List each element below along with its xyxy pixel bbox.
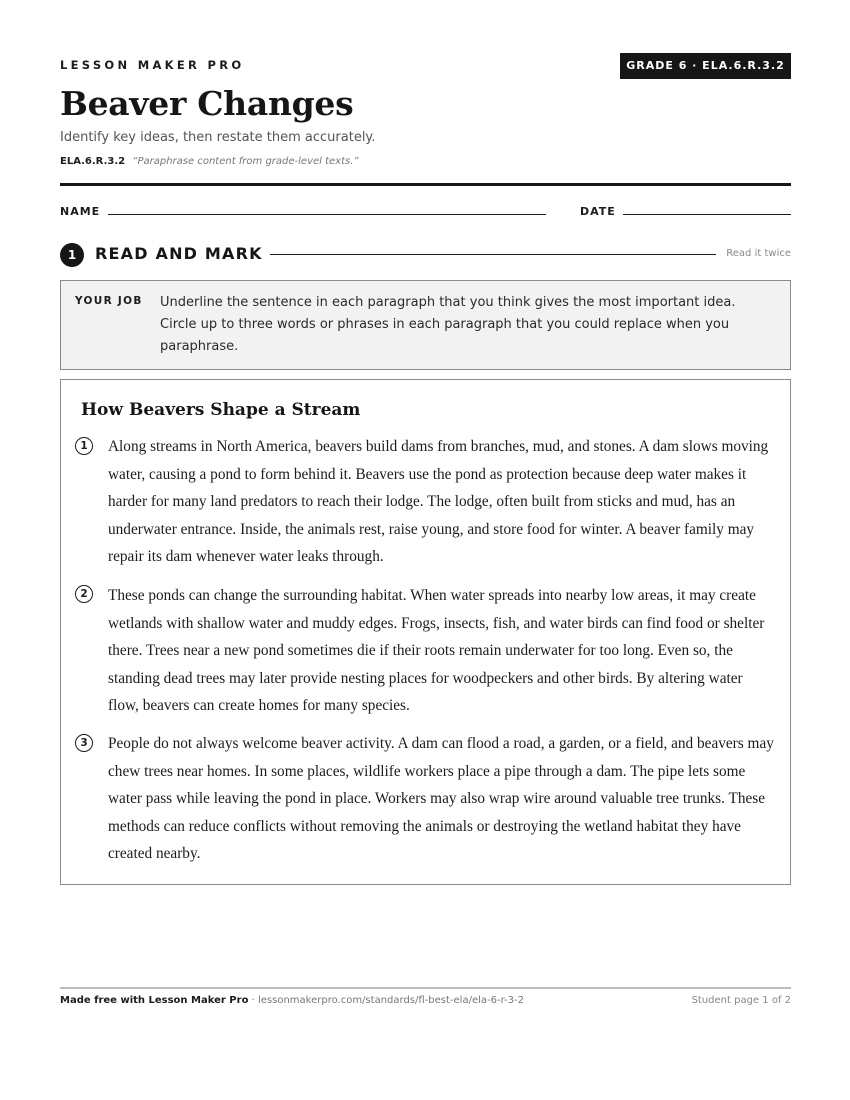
brand-name: LESSON MAKER PRO xyxy=(60,58,245,72)
instructions-label: YOUR JOB xyxy=(75,295,143,307)
footer-url[interactable]: · lessonmakerpro.com/standards/fl-best-ela/ela-6-r-3-2 xyxy=(248,995,524,1006)
date-label: DATE xyxy=(580,205,616,218)
footer-credit xyxy=(60,995,524,1006)
name-field[interactable] xyxy=(108,214,546,215)
paragraph-number-badge: 1 xyxy=(75,437,93,455)
standard-code: ELA.6.R.3.2 xyxy=(60,156,126,167)
footer-divider xyxy=(60,987,791,989)
passage-paragraph: People do not always welcome beaver activity. A dam can flood a road, a garden, or a field, and beavers may chew trees near homes. In some places, wildlife workers place a pipe through a dam. The pipe lets some water pass while leaving the pond in place. Workers may also wrap wire around valuable tree trunks. These methods can reduce conflicts without removing the animals or destroying the wetland habitat they have created nearby. xyxy=(108,735,774,862)
passage-paragraph: These ponds can change the surrounding habitat. When water spreads into nearby low areas, it may create wetlands with shallow water and muddy edges. Frogs, insects, fish, and water birds can find food or shelter there. Trees near a new pond sometimes die if their roots remain underwater for too long. Even so, the standing dead trees may later provide nesting places for woodpeckers and other birds. By altering water flow, beavers can create homes for many species. xyxy=(108,587,765,714)
instructions-box xyxy=(60,280,791,370)
standard-description: “Paraphrase content from grade-level texts.” xyxy=(132,156,359,167)
name-label: NAME xyxy=(60,205,101,218)
passage-title: How Beavers Shape a Stream xyxy=(81,400,361,420)
header-divider xyxy=(60,183,791,186)
footer-made-with: Made free with Lesson Maker Pro xyxy=(60,995,249,1006)
worksheet-subtitle: Identify key ideas, then restate them accurately. xyxy=(60,130,376,145)
passage-paragraph: Along streams in North America, beavers build dams from branches, mud, and stones. A dam slows moving water, causing a pond to form behind it. Beavers use the pond as protection because deep water makes it harder for many land predators to reach their lodge. The lodge, often built from sticks and mud, has an underwater entrance. Inside, the animals rest, raise young, and store food for winter. A beaver family may repair its dam whenever water leaks through. xyxy=(108,438,769,565)
date-field[interactable] xyxy=(623,214,791,215)
paragraph-number-badge: 2 xyxy=(75,585,93,603)
paragraph-number-badge: 3 xyxy=(75,734,93,752)
section-note: Read it twice xyxy=(726,248,791,259)
standard-line xyxy=(60,156,359,167)
instructions-text: Underline the sentence in each paragraph that you think gives the most important idea. Circle up to three words or phrases in each paragraph that you could replace when you paraphrase. xyxy=(160,295,736,354)
section-divider xyxy=(270,254,716,255)
section-title: READ AND MARK xyxy=(95,244,263,263)
grade-badge: GRADE 6 · ELA.6.R.3.2 xyxy=(620,53,791,79)
footer-page-number: Student page 1 of 2 xyxy=(691,995,791,1006)
reading-passage xyxy=(60,379,791,885)
worksheet-title: Beaver Changes xyxy=(60,84,354,123)
section-number-badge: 1 xyxy=(60,243,84,267)
